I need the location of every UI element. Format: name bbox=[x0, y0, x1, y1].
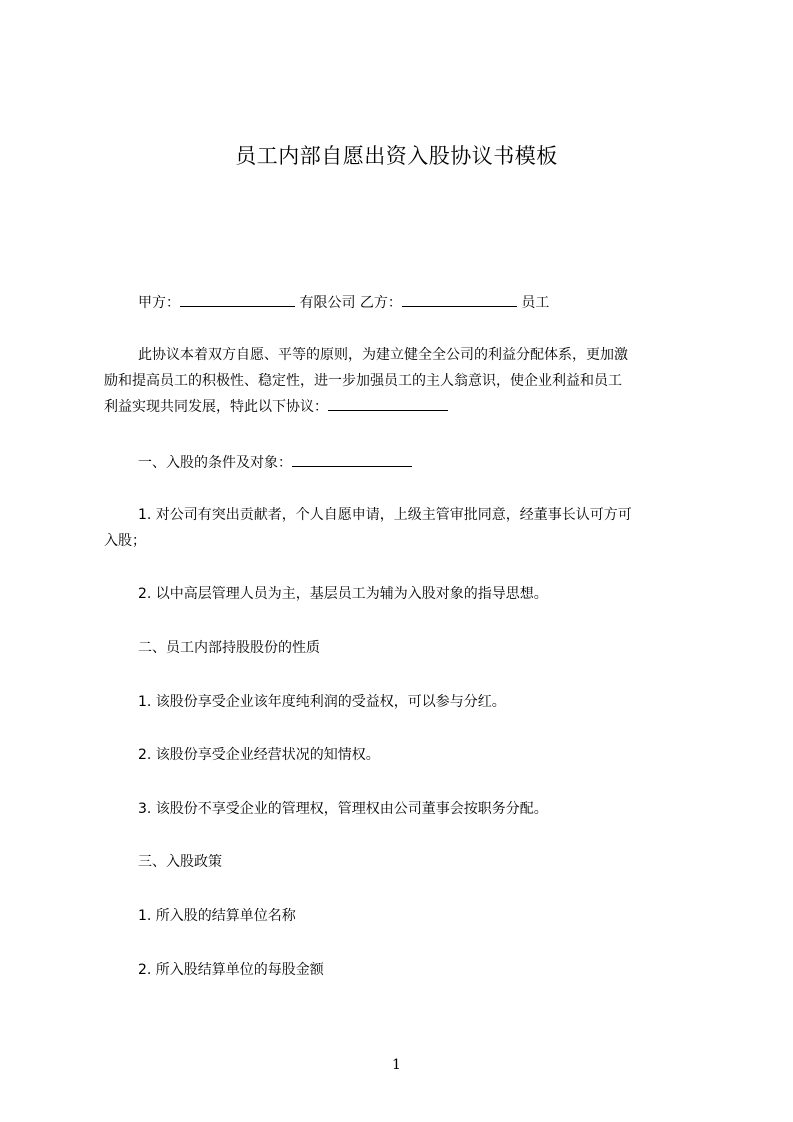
page-number: 1 bbox=[392, 1057, 401, 1073]
intro-line-1: 此协议本着双方自愿、平等的原则，为建立健全全公司的利益分配体系，更加激 bbox=[138, 347, 628, 363]
section2-heading: 二、员工内部持股股份的性质 bbox=[138, 640, 320, 656]
document-title: 员工内部自愿出资入股协议书模板 bbox=[235, 144, 558, 168]
section3-heading: 三、入股政策 bbox=[138, 854, 222, 870]
section3-item-2: 2. 所入股结算单位的每股金额 bbox=[138, 962, 324, 978]
party-b-blank bbox=[402, 292, 517, 307]
parties-line bbox=[138, 292, 549, 313]
party-a-label: 甲方： bbox=[138, 295, 180, 311]
intro-paragraph bbox=[104, 342, 724, 420]
section2-item-1: 1. 该股份享受企业该年度纯利润的受益权，可以参与分红。 bbox=[138, 694, 506, 710]
party-a-suffix: 有限公司 bbox=[299, 295, 356, 311]
intro-line-3-wrap bbox=[104, 394, 724, 420]
intro-blank bbox=[328, 396, 448, 411]
section1-item-1-line-1: 1. 对公司有突出贡献者，个人自愿申请，上级主管审批同意，经董事长认可方可 bbox=[138, 507, 632, 523]
section2-item-2: 2. 该股份享受企业经营状况的知情权。 bbox=[138, 747, 380, 763]
section1-item-1-line-2: 入股； bbox=[104, 533, 146, 549]
section1-heading-line bbox=[138, 452, 412, 473]
intro-line-3: 利益实现共同发展，特此以下协议： bbox=[104, 399, 328, 415]
section3-item-1: 1. 所入股的结算单位名称 bbox=[138, 908, 296, 924]
section1-heading: 一、入股的条件及对象： bbox=[138, 455, 292, 471]
party-b-suffix: 员工 bbox=[521, 295, 550, 311]
section1-blank bbox=[292, 452, 412, 467]
party-b-label: 乙方： bbox=[359, 295, 402, 311]
section2-item-3: 3. 该股份不享受企业的管理权，管理权由公司董事会按职务分配。 bbox=[138, 801, 548, 817]
party-a-blank bbox=[180, 292, 295, 307]
section1-item-2: 2. 以中高层管理人员为主，基层员工为辅为入股对象的指导思想。 bbox=[138, 586, 548, 602]
section1-item-1 bbox=[104, 502, 724, 554]
intro-line-2: 励和提高员工的积极性、稳定性，进一步加强员工的主人翁意识，使企业利益和员工 bbox=[104, 373, 622, 389]
